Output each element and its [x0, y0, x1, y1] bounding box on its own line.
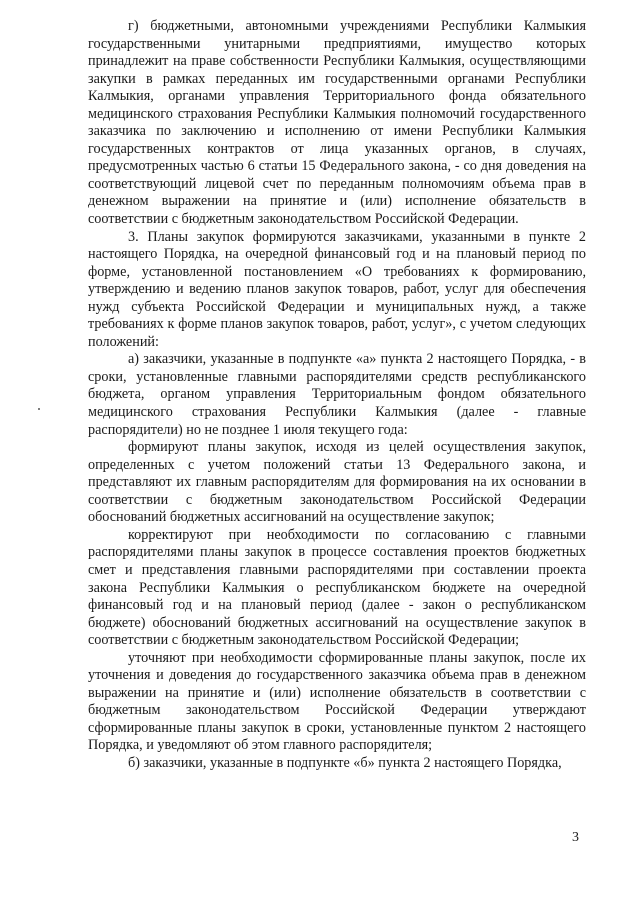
- paragraph-3-procurement-plans: 3. Планы закупок формируются заказчиками, указанными в пункте 2 настоящего Порядка, на очередной финансовый год и на плановый период по форме, установленной постановлением «О требованиях к формированию, утверждению и ведению планов закупок товаров, работ, услуг для обеспечения нужд субъекта Российской Федерации и муниципальных нужд, а также требованиях к форме планов закупок товаров, работ, услуг», с учетом следующих положений:: [88, 228, 586, 350]
- page-number: 3: [572, 830, 579, 845]
- paragraph-g-budget-institutions: г) бюджетными, автономными учреждениями Республики Калмыкия государственными унитарными предприятиями, имущество которых принадлежит на праве собственности Республики Калмыкия, осуществляющими закупки в рамках переданных им государственными органами Республики Калмыкия, органами управления Территориального фонда обязательного медицинского страхования Республики Калмыкия полномочий государственного заказчика по заключению и исполнению от имени Республики Калмыкия государственных контрактов от лица указанных органов, в случаях, предусмотренных частью 6 статьи 15 Федерального закона, - со дня доведения на соответствующий лицевой счет по переданным полномочиям объема прав в денежном выражении на принятие и (или) исполнение обязательств в соответствии с бюджетным законодательством Российской Федерации.: [88, 18, 586, 228]
- document-body: [88, 18, 586, 773]
- paragraph-clarify-plans: уточняют при необходимости сформированные планы закупок, после их уточнения и доведения до государственного заказчика объема прав в денежном выражении на принятие и (или) исполнение обязательств в соответствии с бюджетным законодательством Российской Федерации утверждают сформированные планы закупок в сроки, установленные пунктом 2 настоящего Порядка, и уведомляют об этом главного распорядителя;: [88, 649, 586, 754]
- paragraph-a-customers: а) заказчики, указанные в подпункте «а» пункта 2 настоящего Порядка, - в сроки, установленные главными распорядителями средств республиканского бюджета, органом управления Территориальным фондом обязательного медицинского страхования Республики Калмыкия (далее - главные распорядители) но не позднее 1 июля текущего года:: [88, 351, 586, 438]
- paragraph-b-customers: б) заказчики, указанные в подпункте «б» пункта 2 настоящего Порядка,: [128, 754, 562, 771]
- margin-mark: [38, 408, 40, 410]
- paragraph-adjust-plans: корректируют при необходимости по согласованию с главными распорядителями планы закупок в процессе составления проектов бюджетных смет и представления главными распорядителями при составлении проекта закона Республики Калмыкия о республиканском бюджете на очередной финансовый год и на плановый период (далее - закон о республиканском бюджете) обоснований бюджетных ассигнований на осуществление закупок в соответствии с бюджетным законодательством Российской Федерации;: [88, 526, 586, 649]
- paragraph-form-plans: формируют планы закупок, исходя из целей осуществления закупок, определенных с учетом положений статьи 13 Федерального закона, и представляют их главным распорядителям для формирования на их основании в соответствии с бюджетным законодательством Российской Федерации обоснований бюджетных ассигнований на осуществление закупок;: [88, 439, 586, 526]
